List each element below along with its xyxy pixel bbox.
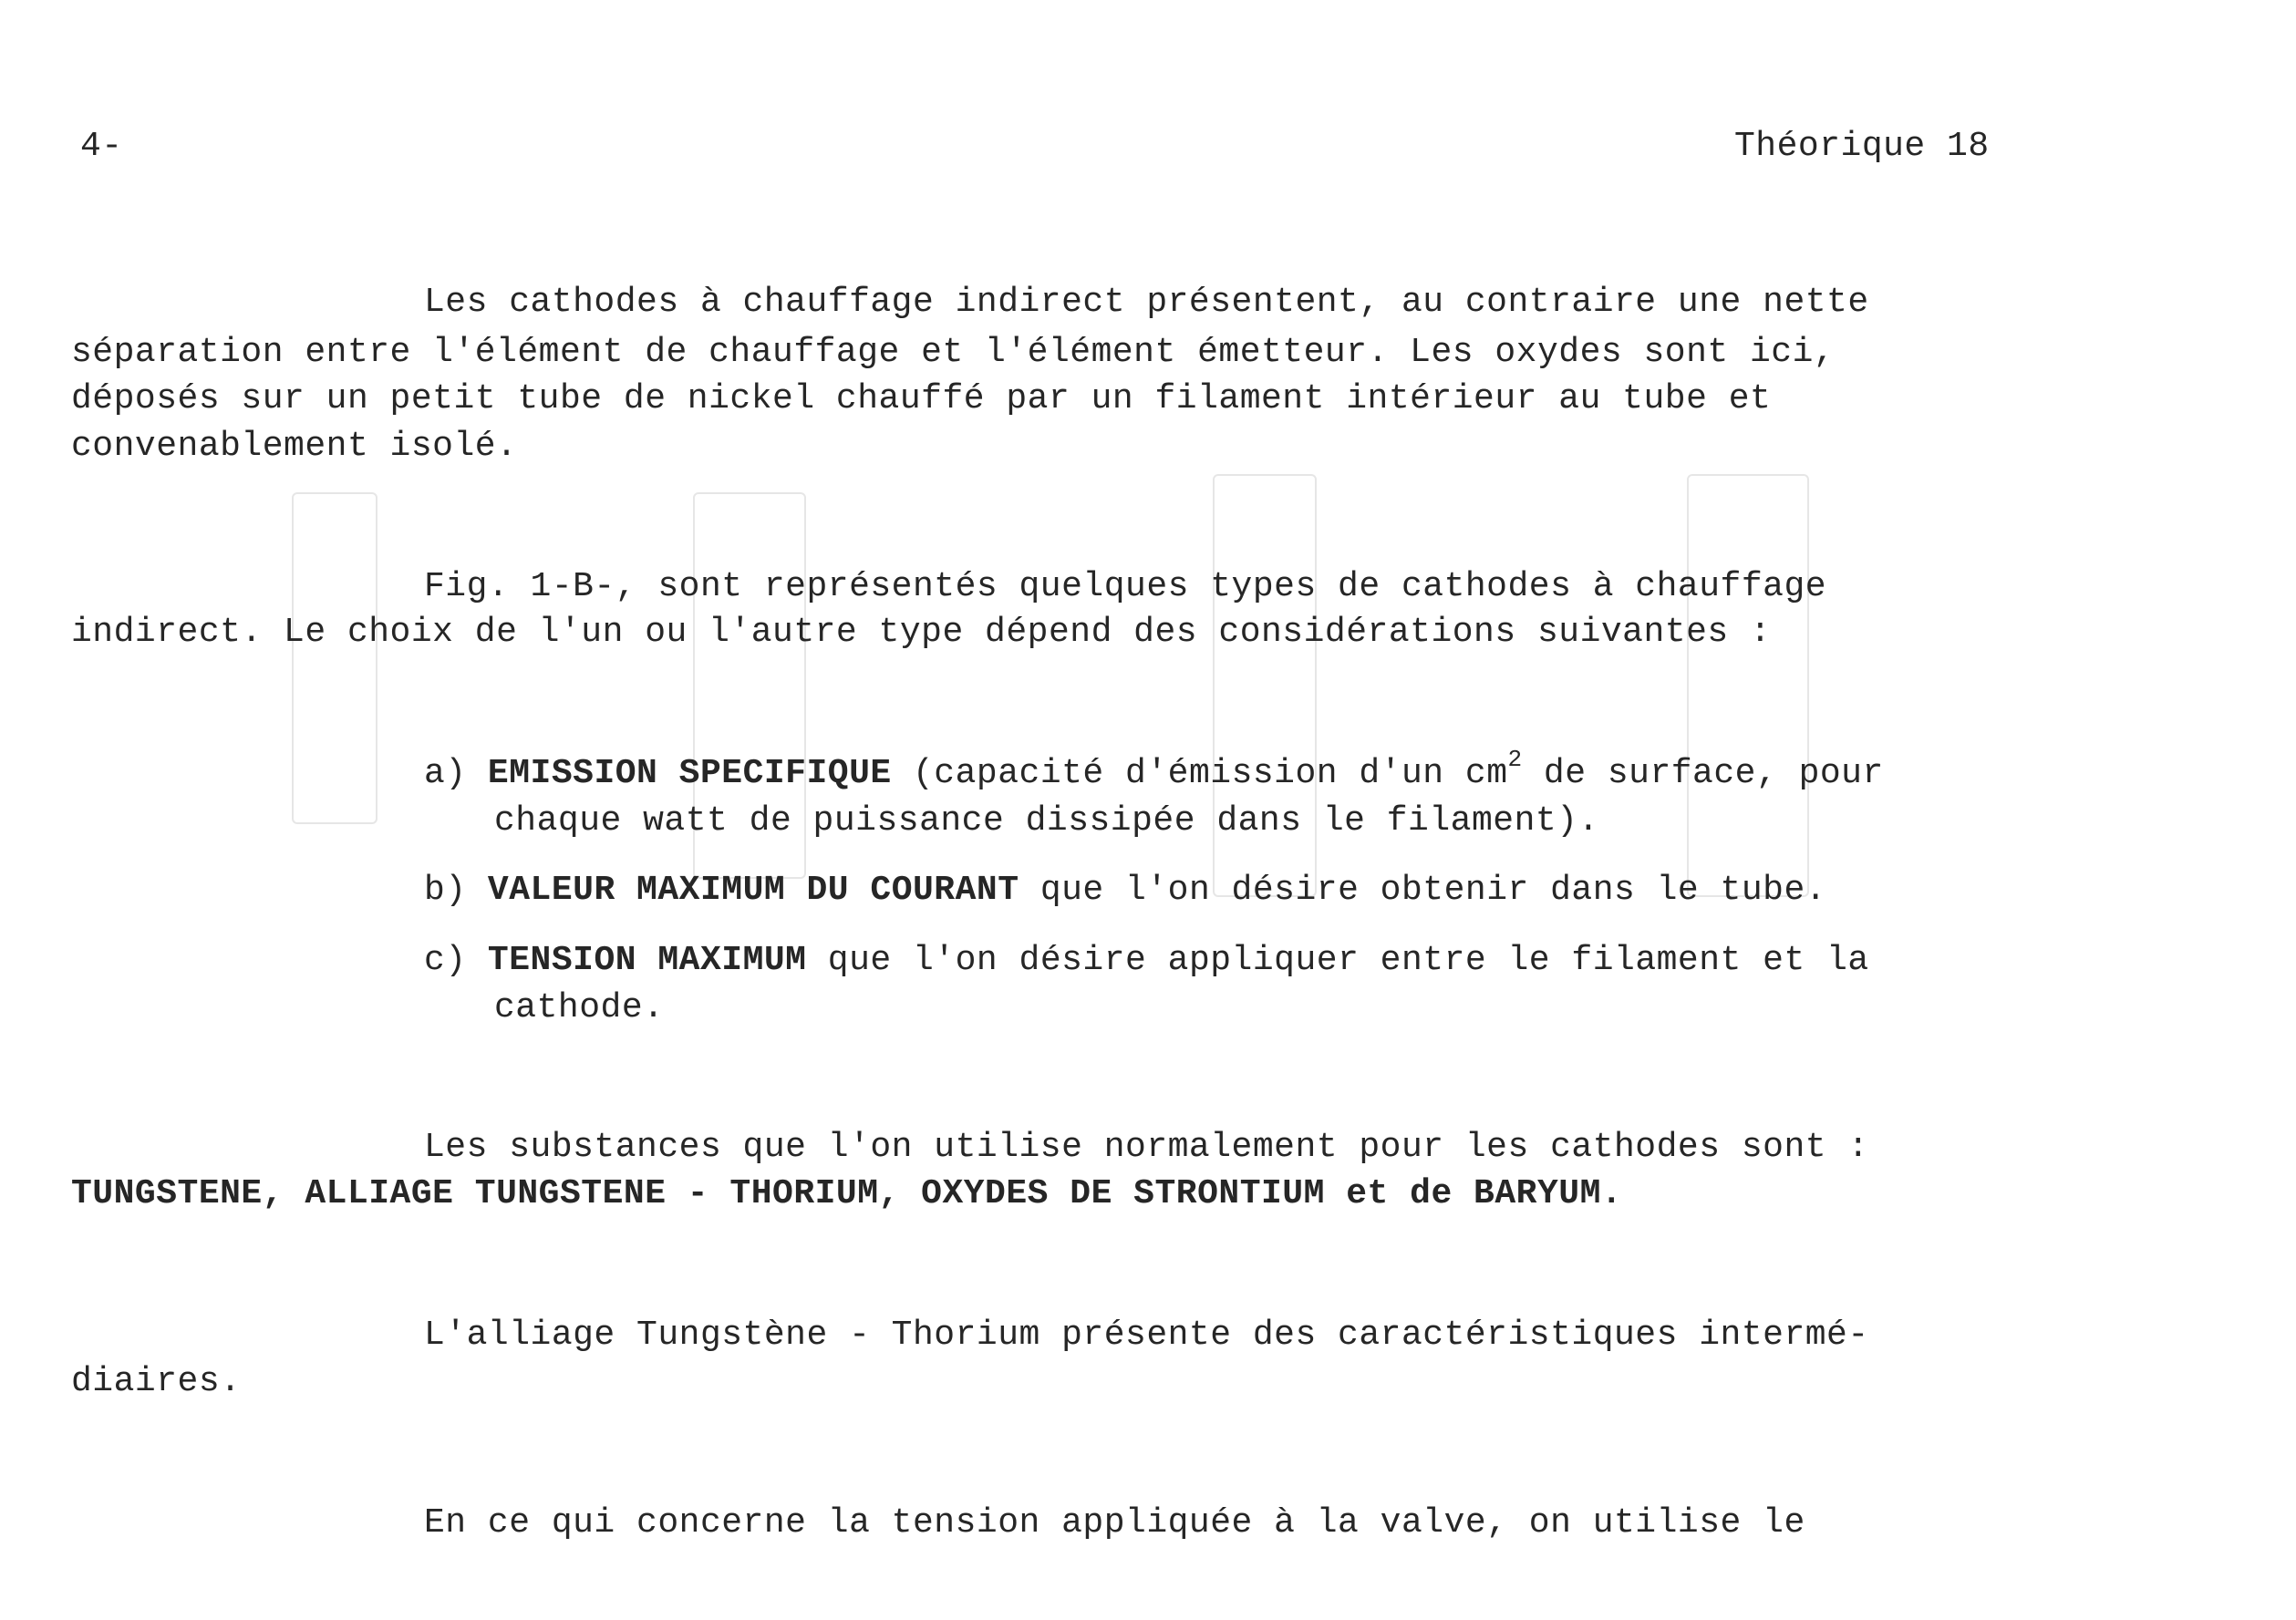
list-item-continuation: chaque watt de puissance dissipée dans le filament).	[494, 801, 1599, 841]
paragraph-line: Les cathodes à chauffage indirect présentent, au contraire une nette	[424, 283, 1869, 322]
list-item-continuation: cathode.	[494, 988, 665, 1027]
list-text: (capacité d'émission d'un cm	[891, 754, 1508, 793]
list-marker: c)	[424, 941, 467, 980]
list-marker: a)	[424, 754, 467, 793]
list-item-c	[424, 941, 1869, 980]
list-term: EMISSION SPECIFIQUE	[487, 754, 892, 793]
paragraph-line: diaires.	[71, 1362, 242, 1401]
list-text: que l'on désire obtenir dans le tube.	[1019, 871, 1827, 910]
list-term: TENSION MAXIMUM	[487, 941, 807, 980]
paragraph-line: L'alliage Tungstène - Thorium présente des caractéristiques intermé-	[424, 1316, 1869, 1355]
paragraph-line: TUNGSTENE, ALLIAGE TUNGSTENE - THORIUM, OXYDES DE STRONTIUM et de BARYUM.	[71, 1174, 1623, 1213]
paragraph-line: indirect. Le choix de l'un ou l'autre type dépend des considérations suivantes :	[71, 613, 1772, 652]
list-item-b	[424, 873, 1826, 908]
list-text: que l'on désire appliquer entre le filament et la	[806, 941, 1869, 980]
paragraph-line: Les substances que l'on utilise normalement pour les cathodes sont :	[424, 1128, 1869, 1167]
paragraph-line: déposés sur un petit tube de nickel chauffé par un filament intérieur au tube et	[71, 379, 1772, 418]
list-text: de surface, pour	[1522, 754, 1884, 793]
list-item-a	[424, 746, 1884, 793]
show-through-mark	[1687, 474, 1809, 897]
paragraph-line: convenablement isolé.	[71, 427, 518, 466]
paragraph-line: séparation entre l'élément de chauffage et l'élément émetteur. Les oxydes sont ici,	[71, 333, 1836, 372]
show-through-mark	[292, 492, 377, 824]
list-term: VALEUR MAXIMUM DU COURANT	[487, 871, 1019, 910]
page-number: 4-	[80, 127, 123, 166]
superscript: 2	[1507, 746, 1523, 773]
paragraph-line: Fig. 1-B-, sont représentés quelques types de cathodes à chauffage	[424, 567, 1827, 606]
list-marker: b)	[424, 871, 467, 910]
section-title: Théorique 18	[1734, 127, 1990, 166]
paragraph-line: En ce qui concerne la tension appliquée à la valve, on utilise le	[424, 1503, 1805, 1543]
